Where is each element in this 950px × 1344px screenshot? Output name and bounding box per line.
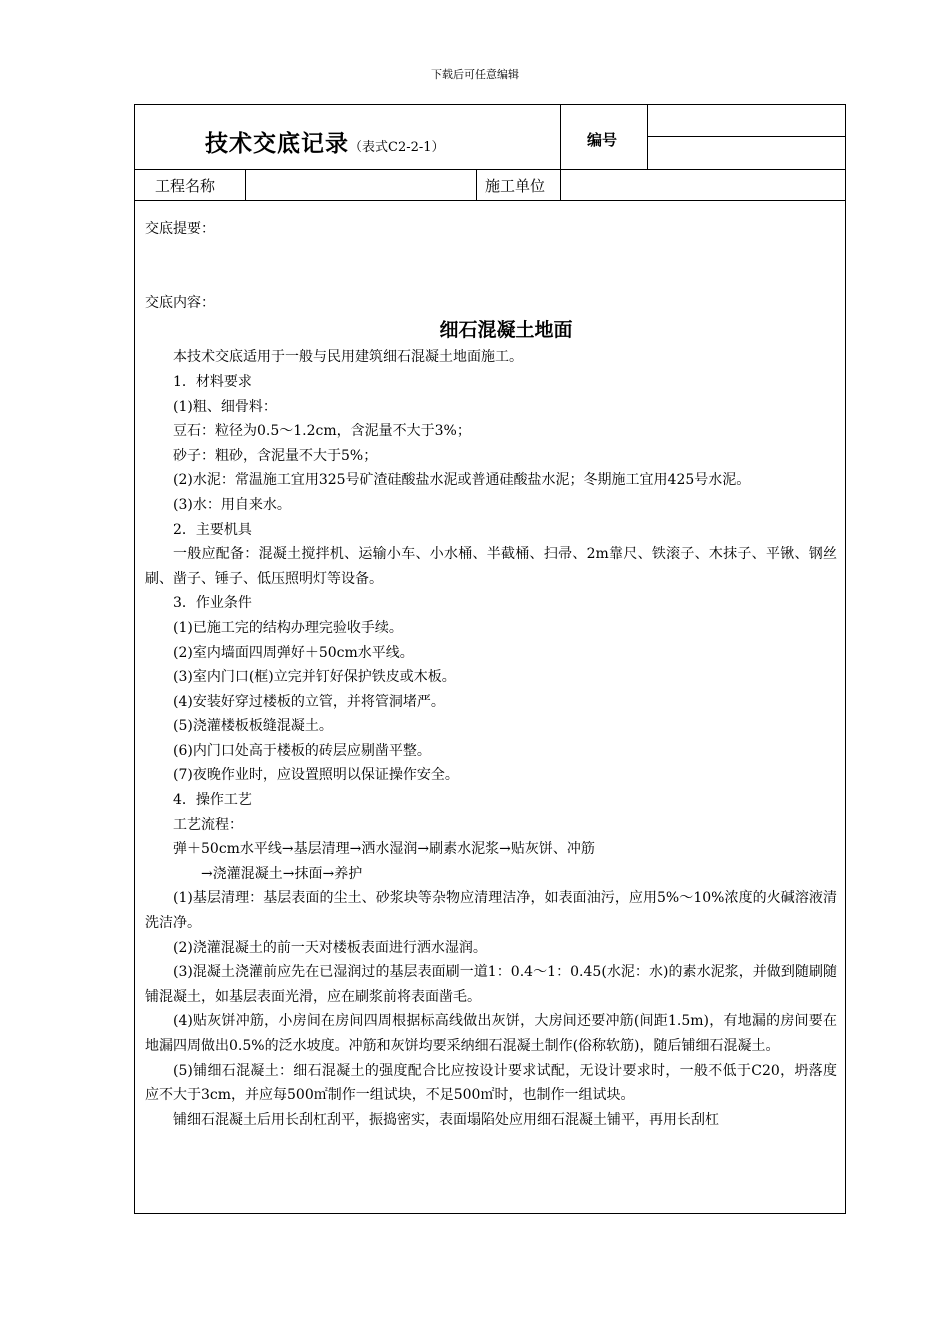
paragraph: (2)浇灌混凝土的前一天对楼板表面进行洒水湿润。 <box>173 939 487 956</box>
form-code: （表式C2-2-1） <box>349 140 445 155</box>
construction-unit-label: 施工单位 <box>485 177 546 195</box>
grid-line <box>647 136 846 137</box>
paragraph: 豆石：粒径为0.5～1.2cm，含泥量不大于3%； <box>173 423 471 440</box>
disclosure-content <box>145 217 837 1132</box>
process-flow-line: →浇灌混凝土→抹面→养护 <box>201 865 363 882</box>
paragraph: 工艺流程： <box>173 816 243 833</box>
paragraph: (4)安装好穿过楼板的立管，并将管洞堵严。 <box>173 693 445 710</box>
grid-line <box>647 105 648 169</box>
section-heading: 2．主要机具 <box>173 521 252 538</box>
grid-line <box>245 169 246 200</box>
form-title <box>205 125 445 158</box>
summary-label: 交底提要： <box>145 221 215 237</box>
paragraph: (1)已施工完的结构办理完验收手续。 <box>173 619 403 636</box>
paragraph: (5)铺细石混凝土：细石混凝土的强度配合比应按设计要求试配，无设计要求时，一般不低于C20，坍落度应不大于3cm，并应每500㎡制作一组试块，不足500㎡时，也制作一组试块。 <box>145 1062 837 1104</box>
document-title: 细石混凝土地面 <box>439 319 573 342</box>
paragraph: (2)室内墙面四周弹好＋50cm水平线。 <box>173 644 414 661</box>
grid-line <box>560 105 561 200</box>
section-heading: 1．材料要求 <box>173 373 252 390</box>
form-title-text: 技术交底记录 <box>205 131 349 157</box>
content-label: 交底内容： <box>145 294 215 311</box>
paragraph: (1)基层清理：基层表面的尘土、砂浆块等杂物应清理洁净，如表面油污，应用5%～10%浓度的火碱溶液清洗洁净。 <box>145 890 837 932</box>
paragraph: (3)水：用自来水。 <box>173 496 291 513</box>
section-heading: 4．操作工艺 <box>173 792 252 809</box>
paragraph: (2)水泥：常温施工宜用325号矿渣硅酸盐水泥或普通硅酸盐水泥；冬期施工宜用425号水泥。 <box>173 472 751 489</box>
paragraph: (7)夜晚作业时，应设置照明以保证操作安全。 <box>173 767 459 784</box>
paragraph: 砂子：粗砂，含泥量不大于5%； <box>173 447 378 464</box>
number-label: 编号 <box>587 131 618 149</box>
top-note: 下载后可任意编辑 <box>431 68 519 81</box>
grid-line <box>476 169 477 200</box>
paragraph: (6)内门口处高于楼板的砖层应剔凿平整。 <box>173 742 431 759</box>
process-flow-line: 弹＋50cm水平线→基层清理→洒水湿润→刷素水泥浆→贴灰饼、冲筋 <box>173 841 595 858</box>
paragraph: 一般应配备：混凝土搅拌机、运输小车、小水桶、半截桶、扫帚、2m靠尺、铁滚子、木抹子、平锹、钢丝刷、凿子、锤子、低压照明灯等设备。 <box>145 546 837 587</box>
grid-line <box>135 169 846 170</box>
paragraph: (3)混凝土浇灌前应先在已湿润过的基层表面刷一道1：0.4～1：0.45(水泥：水)的素水泥浆，并做到随刷随铺混凝土，如基层表面光滑，应在刷浆前将表面凿毛。 <box>145 964 837 1005</box>
paragraph: 铺细石混凝土后用长刮杠刮平，振捣密实，表面塌陷处应用细石混凝土铺平，再用长刮杠 <box>173 1111 719 1128</box>
paragraph: (5)浇灌楼板板缝混凝土。 <box>173 718 333 735</box>
paragraph: 本技术交底适用于一般与民用建筑细石混凝土地面施工。 <box>173 349 523 366</box>
section-heading: 3．作业条件 <box>173 595 252 612</box>
record-form <box>134 104 846 1214</box>
project-name-label: 工程名称 <box>155 177 216 195</box>
paragraph: (1)粗、细骨料： <box>173 398 277 415</box>
paragraph: (3)室内门口(框)立完并钉好保护铁皮或木板。 <box>173 669 456 686</box>
grid-line <box>135 200 846 201</box>
paragraph: (4)贴灰饼冲筋，小房间在房间四周根据标高线做出灰饼，大房间还要冲筋(间距1.5m)，有地漏的房间要在地漏四周做出0.5%的泛水坡度。冲筋和灰饼均要采纳细石混凝土制作(俗称软筋)，随后铺细石混凝土。 <box>145 1013 837 1054</box>
